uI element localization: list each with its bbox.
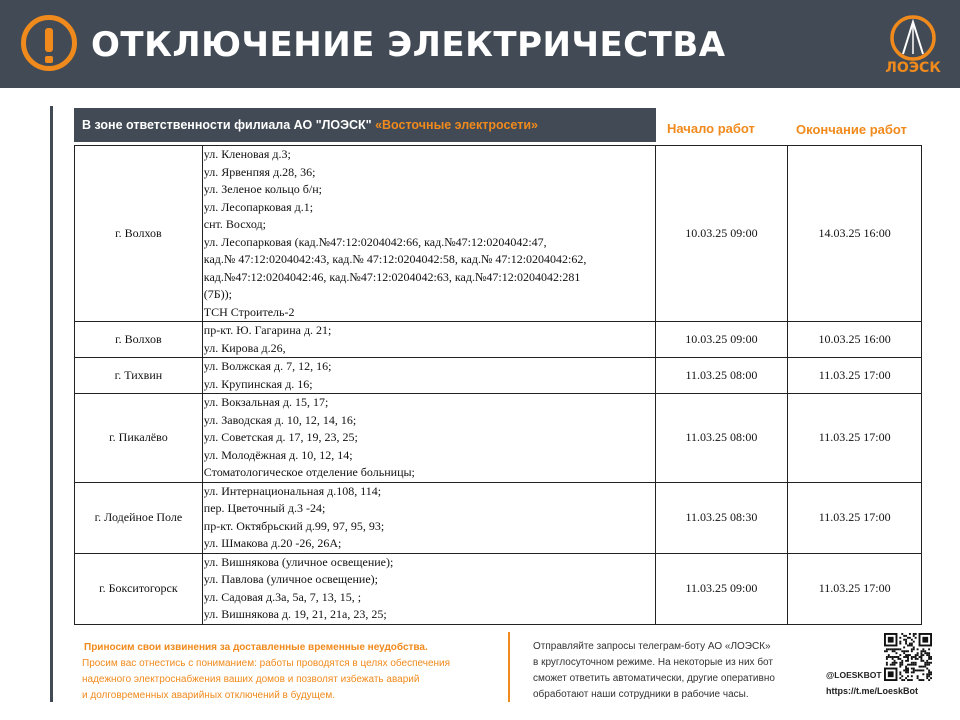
- end-time-cell: 14.03.25 16:00: [788, 146, 922, 322]
- address-line: ул. Зеленое кольцо б/н;: [203, 182, 322, 196]
- branch-name: «Восточные электросети»: [375, 118, 538, 132]
- left-accent-line: [50, 106, 53, 702]
- address-line: ул. Садовая д.3а, 5а, 7, 13, 15, ;: [203, 589, 362, 604]
- bot-info-line: сможет ответить автоматически, другие оперативно: [533, 673, 775, 684]
- address-line: кад.№47:12:0204042:46, кад.№47:12:0204042:63, кад.№47:12:0204042:281: [203, 269, 581, 284]
- page-title: ОТКЛЮЧЕНИЕ ЭЛЕКТРИЧЕСТВА: [91, 25, 726, 65]
- branch-prefix: В зоне ответственности филиала АО "ЛОЭСК": [82, 118, 372, 132]
- table-row: [75, 482, 922, 553]
- loesk-logo-icon: [882, 14, 944, 62]
- address-line: ул. Лесопарковая д.1;: [203, 199, 314, 214]
- apology-line: Просим вас отнестись с пониманием: работы проводятся в целях обеспечения: [82, 658, 451, 669]
- address-line: ТСН Строитель-2: [203, 304, 295, 319]
- city-cell: г. Бокситогорск: [75, 553, 203, 624]
- end-time-cell: 11.03.25 17:00: [788, 394, 922, 483]
- address-line: пер. Цветочный д.3 -24;: [203, 501, 326, 515]
- city-cell: г. Тихвин: [75, 358, 203, 394]
- end-time-cell: 10.03.25 16:00: [788, 322, 922, 358]
- loesk-logo: [882, 14, 944, 78]
- apology-block: [82, 640, 502, 704]
- city-cell: г. Волхов: [75, 322, 203, 358]
- address-line: пр-кт. Октябрьский д.99, 97, 95, 93;: [203, 518, 385, 533]
- exclamation-icon: [21, 15, 77, 71]
- bot-info-line: обработают наши сотрудники в рабочие часы.: [533, 689, 749, 700]
- bot-link[interactable]: https://t.me/LoeskBot: [826, 686, 919, 696]
- bot-info-line: в круглосуточном режиме. На некоторые из них бот: [533, 657, 773, 668]
- end-time-cell: 11.03.25 17:00: [788, 553, 922, 624]
- address-line: ул. Интернациональная д.108, 114;: [203, 483, 382, 498]
- table-row: [75, 358, 922, 394]
- address-line: ул. Павлова (уличное освещение);: [203, 572, 379, 586]
- city-cell: г. Лодейное Поле: [75, 482, 203, 553]
- logo-text: ЛОЭСК: [885, 60, 941, 76]
- address-line: ул. Шмакова д.20 -26, 26А;: [203, 536, 342, 550]
- address-line: ул. Вишнякова (уличное освещение);: [203, 554, 394, 569]
- address-line: кад.№ 47:12:0204042:43, кад.№ 47:12:0204042:58, кад.№ 47:12:0204042:62,: [203, 252, 587, 266]
- city-cell: г. Пикалёво: [75, 394, 203, 483]
- table-row: [75, 322, 922, 358]
- qr-code-icon[interactable]: [884, 633, 932, 681]
- bot-info-block: [533, 639, 823, 703]
- footer-divider: [508, 632, 510, 702]
- end-time-cell: 11.03.25 17:00: [788, 482, 922, 553]
- address-line: ул. Волжская д. 7, 12, 16;: [203, 359, 332, 373]
- start-time-cell: 11.03.25 09:00: [655, 553, 788, 624]
- address-cell: [202, 394, 655, 483]
- apology-line: надежного электроснабжения ваших домов и позволят избежать аварий: [82, 674, 420, 685]
- address-line: Стоматологическое отделение больницы;: [203, 465, 415, 479]
- bot-handle: @LOESKBOT: [826, 670, 882, 680]
- column-header-start: Начало работ: [667, 121, 755, 136]
- outage-table: [74, 145, 922, 625]
- address-cell: [202, 146, 655, 322]
- address-line: пр-кт. Ю. Гагарина д. 21;: [203, 323, 332, 337]
- address-line: ул. Молодёжная д. 10, 12, 14;: [203, 447, 353, 462]
- apology-title: Приносим свои извинения за доставленные временные неудобства.: [84, 642, 428, 653]
- header-banner: [0, 0, 960, 88]
- start-time-cell: 10.03.25 09:00: [655, 146, 788, 322]
- address-line: ул. Советская д. 17, 19, 23, 25;: [203, 430, 358, 444]
- address-line: ул. Вишнякова д. 19, 21, 21а, 23, 25;: [203, 607, 387, 621]
- start-time-cell: 11.03.25 08:00: [655, 394, 788, 483]
- address-line: (7Б));: [203, 287, 233, 301]
- address-line: ул. Кирова д.26,: [203, 340, 286, 355]
- bot-info-line: Отправляйте запросы телеграм-боту АО «ЛОЭСК»: [533, 641, 771, 652]
- city-cell: г. Волхов: [75, 146, 203, 322]
- address-line: снт. Восход;: [203, 217, 266, 231]
- start-time-cell: 11.03.25 08:30: [655, 482, 788, 553]
- branch-header: [74, 108, 656, 142]
- address-line: ул. Кленовая д.3;: [203, 147, 291, 161]
- address-line: ул. Крупинская д. 16;: [203, 376, 313, 391]
- table-row: [75, 394, 922, 483]
- table-row: [75, 146, 922, 322]
- address-line: ул. Лесопарковая (кад.№47:12:0204042:66, кад.№47:12:0204042:47,: [203, 234, 547, 249]
- start-time-cell: 10.03.25 09:00: [655, 322, 788, 358]
- address-line: ул. Вокзальная д. 15, 17;: [203, 395, 329, 409]
- address-cell: [202, 322, 655, 358]
- end-time-cell: 11.03.25 17:00: [788, 358, 922, 394]
- address-line: ул. Заводская д. 10, 12, 14, 16;: [203, 412, 357, 427]
- table-row: [75, 553, 922, 624]
- address-line: ул. Ярвенпяя д.28, 36;: [203, 164, 316, 179]
- address-cell: [202, 482, 655, 553]
- start-time-cell: 11.03.25 08:00: [655, 358, 788, 394]
- address-cell: [202, 358, 655, 394]
- apology-line: и долговременных аварийных отключений в будущем.: [82, 690, 335, 701]
- column-header-end: Окончание работ: [796, 122, 907, 137]
- address-cell: [202, 553, 655, 624]
